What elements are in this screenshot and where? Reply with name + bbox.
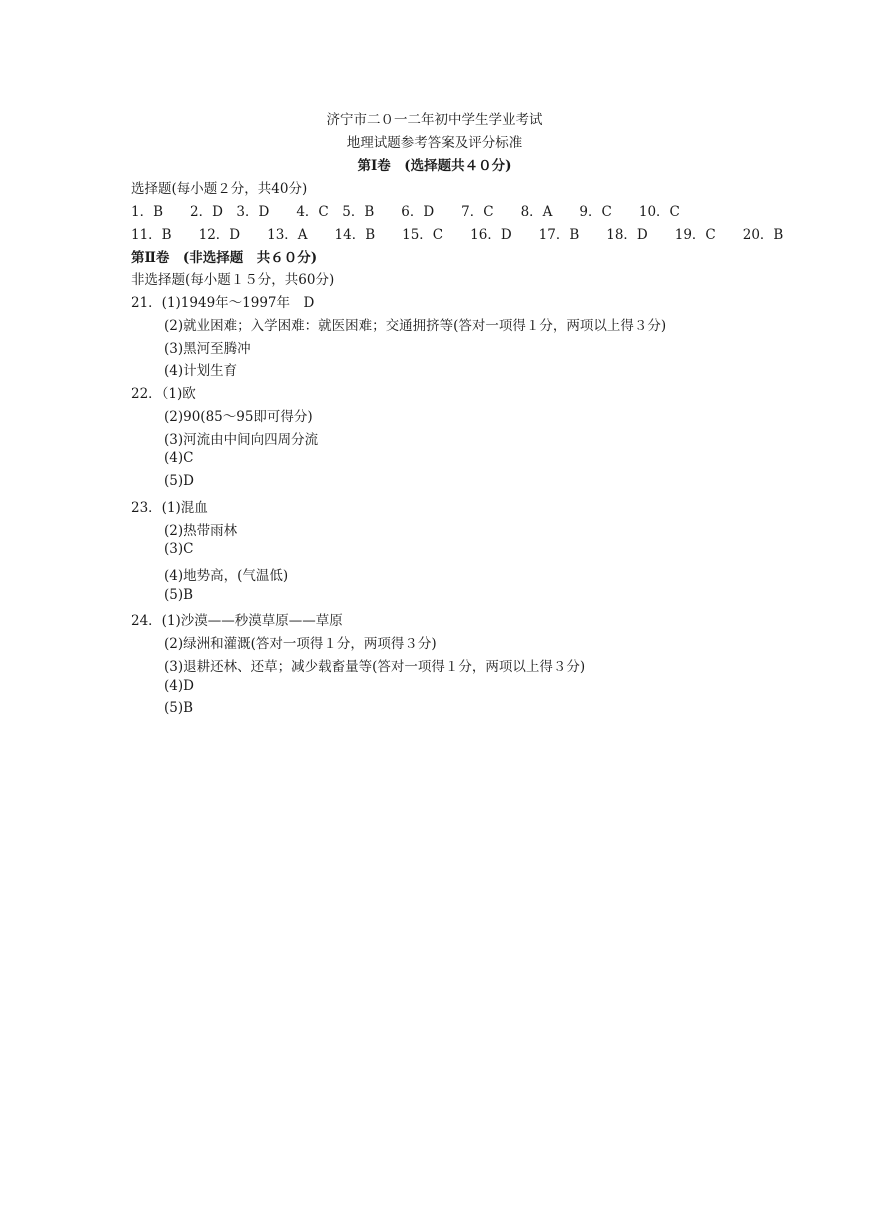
- q21-answer-2: (2)就业困难；入学困难：就医困难；交通拥挤等(答对一项得１分，两项以上得３分): [164, 318, 667, 334]
- q23-answer-5: (5)B: [164, 587, 194, 603]
- q23-answer-2: (2)热带雨林: [164, 523, 238, 539]
- q24-answer-4: (4)D: [164, 678, 194, 694]
- q21-answer-1: 21．(1)1949年～1997年 D: [131, 295, 315, 311]
- q22-answer-4: (4)C: [164, 450, 194, 466]
- q21-answer-4: (4)计划生育: [164, 363, 238, 379]
- q24-answer-2: (2)绿洲和灌溉(答对一项得１分，两项得３分): [164, 636, 437, 652]
- section-1-heading: 第Ⅰ卷 (选择题共４０分): [357, 158, 512, 174]
- q23-answer-3: (3)C: [164, 541, 194, 557]
- part2-intro: 非选择题(每小题１５分，共60分): [131, 272, 335, 288]
- part1-intro: 选择题(每小题２分，共40分): [131, 181, 308, 197]
- q22-answer-5: (5)D: [164, 473, 194, 489]
- q23-answer-1: 23．(1)混血: [131, 500, 208, 516]
- q24-answer-5: (5)B: [164, 700, 194, 716]
- section-2-heading: 第Ⅱ卷 (非选择题 共６０分): [131, 250, 318, 266]
- q22-answer-3: (3)河流由中间向四周分流: [164, 432, 319, 448]
- q21-answer-3: (3)黑河至腾冲: [164, 341, 251, 357]
- q22-answer-1: 22．（1)欧: [131, 386, 196, 402]
- q24-answer-1: 24．(1)沙漠——秒漠草原——草原: [131, 613, 343, 629]
- exam-title: 济宁市二０一二年初中学生学业考试: [326, 112, 543, 128]
- q22-answer-2: (2)90(85～95即可得分): [164, 409, 313, 425]
- answers-row-2: 11．B 12．D 13．A 14．B 15．C 16．D 17．B 18．D 19．C 20．B: [131, 227, 784, 243]
- q24-answer-3: (3)退耕还林、还草；减少载畜量等(答对一项得１分，两项以上得３分): [164, 659, 586, 675]
- q23-answer-4: (4)地势高，(气温低): [164, 568, 289, 584]
- exam-subtitle: 地理试题参考答案及评分标准: [346, 135, 523, 151]
- answers-row-1: 1．B 2．D 3．D 4．C 5．B 6．D 7．C 8．A 9．C 10．C: [131, 204, 680, 220]
